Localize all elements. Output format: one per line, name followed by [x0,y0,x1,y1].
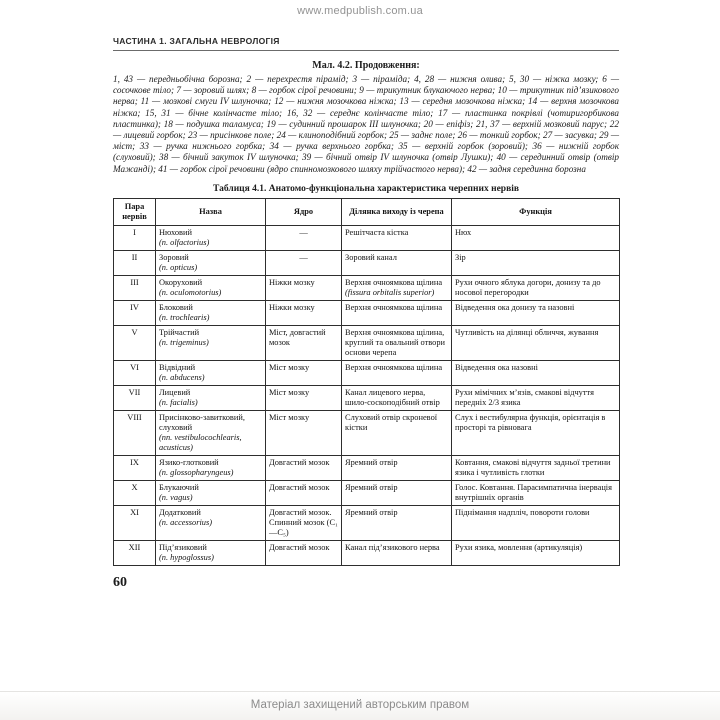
page-number: 60 [113,574,127,590]
cell-function: Відведення ока назовні [452,360,620,385]
cell-exit-area: Канал під’язикового нерва [342,540,452,565]
cell-function: Відведення ока донизу та назовні [452,300,620,325]
nerve-row-IX [114,455,620,480]
cell-nucleus: Довгастий мозок [266,455,342,480]
nerve-row-XI [114,505,620,540]
cell-pair-number: V [114,325,156,360]
cell-function: Рухи очного яблука догори, донизу та до носової перегородки [452,275,620,300]
cell-pair-number: X [114,480,156,505]
cell-nerve-name: Нюховий (n. olfactorius) [156,225,266,250]
cell-nerve-name: Язико-глотковий (n. glossopharyngeus) [156,455,266,480]
cell-nucleus: Міст мозку [266,385,342,410]
cell-pair-number: I [114,225,156,250]
table-title: Таблиця 4.1. Анатомо-функціональна характеристика черепних нервів [213,183,519,194]
col-header-pair: Пара нервів [114,198,156,225]
cell-exit-area: Верхня очноямкова щілина [342,300,452,325]
cell-function: Рухи мімічних м’язів, смакові відчуття передніх 2/3 язика [452,385,620,410]
cell-function: Піднімання надпліч, повороти голови [452,505,620,540]
cell-nerve-name: Окоруховий (n. oculomotorius) [156,275,266,300]
cell-nerve-name: Блукаючий (n. vagus) [156,480,266,505]
cell-nucleus: Довгастий мозок [266,480,342,505]
cell-exit-area: Верхня очноямкова щілина (fissura orbitalis superior) [342,275,452,300]
cell-pair-number: XII [114,540,156,565]
cell-function: Слух і вестибулярна функція, орієнтація в просторі та рівновага [452,410,620,455]
cell-nucleus: Ніжки мозку [266,300,342,325]
nerve-row-IV [114,300,620,325]
cell-nerve-name: Лицевий (n. facialis) [156,385,266,410]
cell-pair-number: VIII [114,410,156,455]
nerve-row-III [114,275,620,300]
cell-nerve-name: Зоровий (n. opticus) [156,250,266,275]
cell-pair-number: II [114,250,156,275]
cell-function: Зір [452,250,620,275]
cell-nerve-name: Додатковий (n. accessorius) [156,505,266,540]
table-head [114,198,620,225]
cell-pair-number: VII [114,385,156,410]
cell-pair-number: XI [114,505,156,540]
cell-nucleus: Міст мозку [266,360,342,385]
cell-exit-area: Яремний отвір [342,480,452,505]
table-header-row [114,198,620,225]
cell-exit-area: Яремний отвір [342,505,452,540]
table-body [114,225,620,565]
page-content [113,36,619,591]
cell-nucleus: — [266,225,342,250]
col-header-name: Назва [156,198,266,225]
cell-nerve-name: Присінково-завитковий, слуховий (nn. vestibulocochlearis, acusticus) [156,410,266,455]
cell-function: Голос. Ковтання. Парасимпатична інервація внутрішніх органів [452,480,620,505]
cell-function: Рухи язика, мовлення (артикуляція) [452,540,620,565]
top-watermark: www.medpublish.com.ua [297,5,423,17]
cell-nerve-name: Відвідний (n. abducens) [156,360,266,385]
col-header-exit: Ділянка виходу із черепа [342,198,452,225]
nerve-row-VIII [114,410,620,455]
cell-pair-number: VI [114,360,156,385]
nerve-row-V [114,325,620,360]
figure-caption-title: Мал. 4.2. Продовження: [312,60,420,71]
cell-nerve-name: Блоковий (n. trochlearis) [156,300,266,325]
cell-exit-area: Слуховий отвір скроневої кістки [342,410,452,455]
cell-function: Ковтання, смакові відчуття задньої третини язика і чутливість глотки [452,455,620,480]
col-header-function: Функція [452,198,620,225]
cell-nucleus: — [266,250,342,275]
cell-exit-area: Яремний отвір [342,455,452,480]
nerve-row-VII [114,385,620,410]
cell-exit-area: Верхня очноямкова щілина [342,360,452,385]
nerve-row-VI [114,360,620,385]
nerve-row-XII [114,540,620,565]
col-header-nucleus: Ядро [266,198,342,225]
cell-nerve-name: Трійчастий (n. trigeminus) [156,325,266,360]
nerve-row-I [114,225,620,250]
cranial-nerves-table [113,198,620,566]
chapter-header: ЧАСТИНА 1. ЗАГАЛЬНА НЕВРОЛОГІЯ [113,36,619,51]
cell-function: Чутливість на ділянці обличчя, жування [452,325,620,360]
cell-exit-area: Канал лицевого нерва, шило-соскоподібний отвір [342,385,452,410]
cell-nucleus: Ніжки мозку [266,275,342,300]
cell-pair-number: III [114,275,156,300]
cell-pair-number: IV [114,300,156,325]
cell-nucleus: Міст мозку [266,410,342,455]
figure-legend: 1, 43 — передньобічна борозна; 2 — перехрестя пірамід; 3 — піраміда; 4, 28 — нижня олива; 5, 30 — ніжка мозку; 6 — сосочкове тіло; 7 — зоровий шлях; 8 — горбок сірої речовини; 9 — трикутник блукаючого нерва; 10 — трикутник під’язикового нерва; 11 — мозкові смуги IV шлуночка; 12 — нижня мозочкова ніжка; 13 — середня мозочкова ніжка; 14 — верхня мозочкова ніжка; 15, 31 — бічне колінчасте тіло; 16, 32 — середнє колінчасте тіло; 17 — пластинка покрівлі (чотиригорбикова пластинка); 18 — подушка таламуса; 19 — судинний прошарок III шлуночка; 20 — епіфіз; 21, 37 — верхній мозковий парус; 22 — лицевий горбок; 23 — присінкове поле; 24 — клиноподібний горбок; 25 — заднє поле; 26 — тонкий горбок; 27 — засувка; 29 — міст; 33 — ручка нижнього горбка; 34 — ручка верхнього горбка; 35 — верхній горбок (зоровий); 36 — нижній горбок (слуховий); 38 — бічний закуток IV шлуночка; 39 — бічний отвір IV шлуночка (отвір Лушки); 40 — серединний отвір (отвір Мажанді); 41 — горбок сірої речовини (ядро спинномозкового шляху трійчастого нерва); 42 — задня серединна борозна [113,74,619,174]
cell-nucleus: Довгастий мозок. Спинний мозок (C₁—C₅) [266,505,342,540]
cell-nucleus: Довгастий мозок [266,540,342,565]
nerve-row-II [114,250,620,275]
copyright-footer: Матеріал захищений авторським правом [0,691,720,720]
cell-pair-number: IX [114,455,156,480]
cell-nucleus: Міст, довгастий мозок [266,325,342,360]
nerve-row-X [114,480,620,505]
cell-exit-area: Зоровий канал [342,250,452,275]
cell-exit-area: Верхня очноямкова щілина, круглий та овальний отвори основи черепа [342,325,452,360]
cell-exit-area: Решітчаста кістка [342,225,452,250]
cell-nerve-name: Під’язиковий (n. hypoglossus) [156,540,266,565]
cell-function: Нюх [452,225,620,250]
